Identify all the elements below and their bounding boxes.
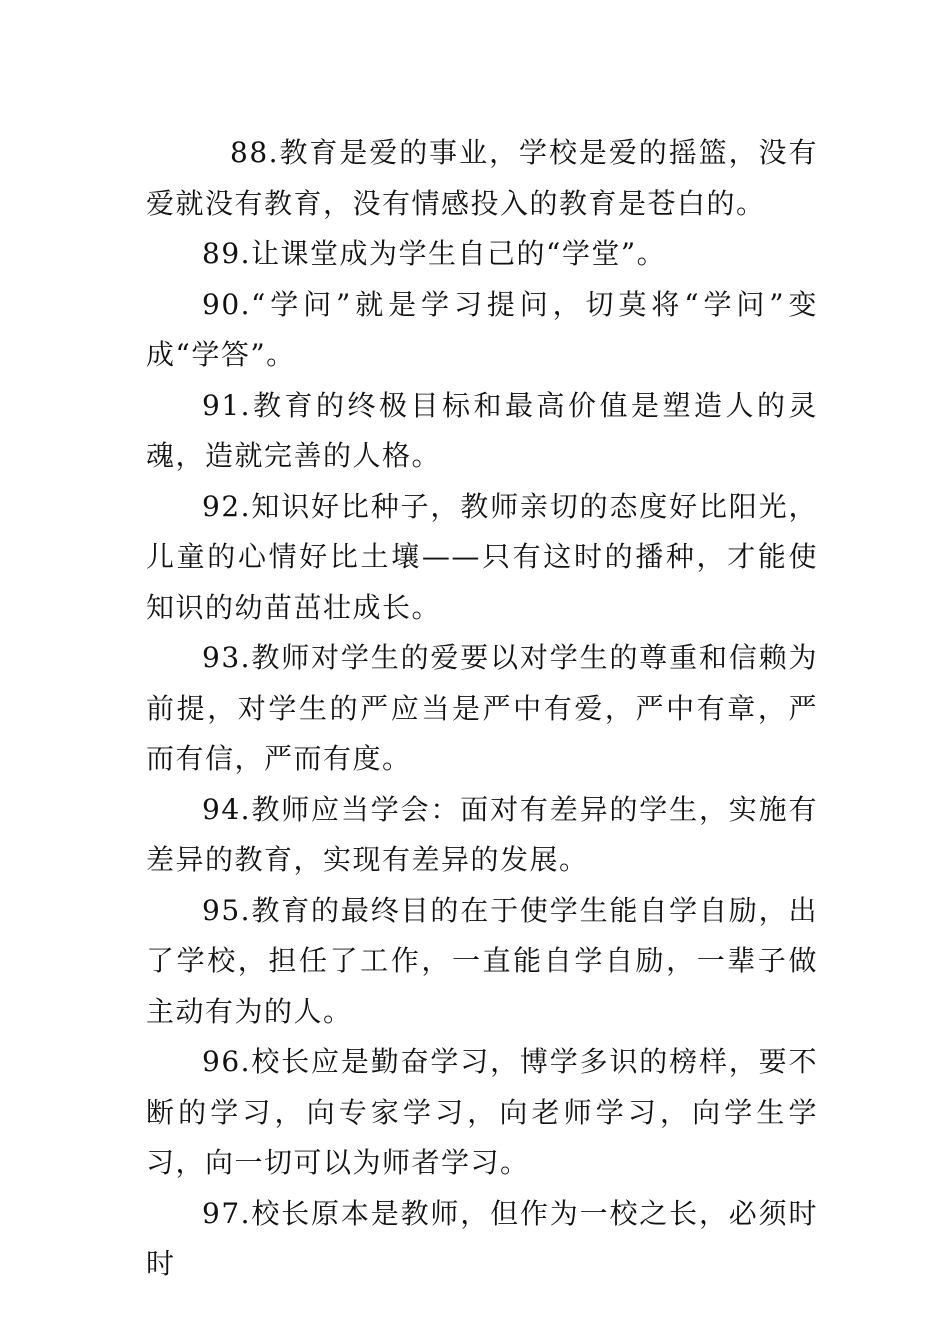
paragraph-93: 93.教师对学生的爱要以对学生的尊重和信赖为前提，对学生的严应当是严中有爱，严中有章，严而有信，严而有度。 [146,641,818,775]
paragraph-90: 90.“学问”就是学习提问，切莫将“学问”变成“学答”。 [146,287,818,371]
paragraph-94: 94.教师应当学会：面对有差异的学生，实施有差异的教育，实现有差异的发展。 [146,792,818,876]
paragraph-89: 89.让课堂成为学生自己的“学堂”。 [202,237,667,270]
paragraph-92: 92.知识好比种子，教师亲切的态度好比阳光，儿童的心情好比土壤——只有这时的播种，才能使知识的幼苗茁壮成长。 [146,489,818,624]
document-body [146,128,818,1290]
paragraph-96: 96.校长应是勤奋学习，博学多识的榜样，要不断的学习，向专家学习，向老师学习，向学生学习，向一切可以为师者学习。 [146,1045,818,1179]
paragraph-95: 95.教育的最终目的在于使学生能自学自励，出了学校，担任了工作，一直能自学自励，一辈子做主动有为的人。 [146,893,818,1028]
paragraph-88: 88.教育是爱的事业，学校是爱的摇篮，没有爱就没有教育，没有情感投入的教育是苍白的。 [146,136,818,220]
paragraph-91: 91.教育的终极目标和最高价值是塑造人的灵魂，造就完善的人格。 [146,388,818,472]
paragraph-97: 97.校长原本是教师，但作为一校之长，必须时时 [146,1196,818,1280]
